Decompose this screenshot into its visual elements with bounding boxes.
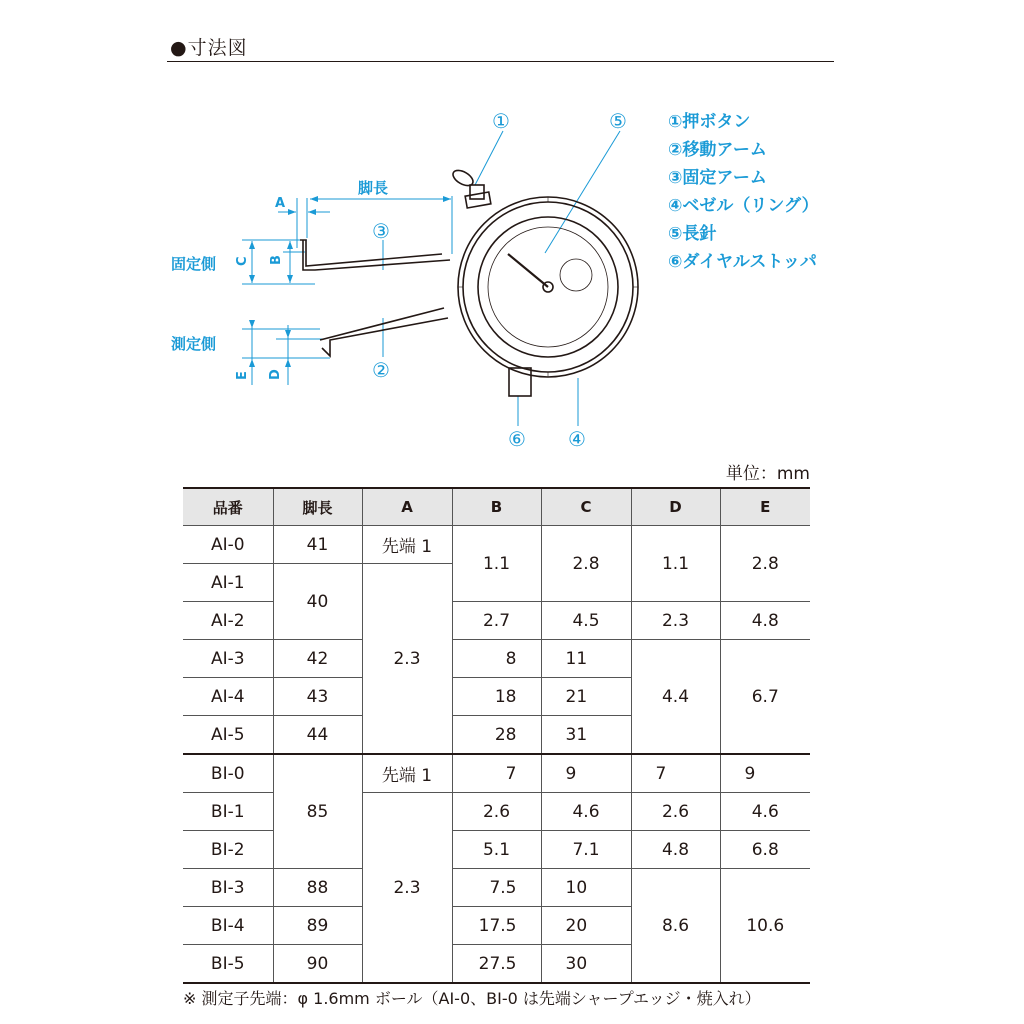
callout-2: ② <box>372 358 390 382</box>
model-cell: BI-1 <box>183 793 273 831</box>
d-cell: 7 <box>631 754 720 793</box>
b-cell: 5.1 <box>452 831 541 869</box>
a-cell: 先端 1 <box>362 526 452 564</box>
a-cell: 先端 1 <box>362 754 452 793</box>
c-cell: 10 <box>541 869 631 907</box>
model-cell: AI-0 <box>183 526 273 564</box>
model-cell: BI-0 <box>183 754 273 793</box>
footnote: ※ 測定子先端：φ 1.6mm ボール（AI-0、BI-0 は先端シャープエッジ・焼入れ） <box>183 989 761 1008</box>
dim-label-a: A <box>275 196 286 211</box>
e-cell: 6.7 <box>720 640 810 755</box>
d-cell: 1.1 <box>631 526 720 602</box>
header-c: C <box>541 488 631 526</box>
dim-label-d: D <box>268 369 283 380</box>
leader-1 <box>475 131 503 185</box>
table-header-row <box>183 488 810 526</box>
leg-cell: 44 <box>273 716 362 755</box>
callout-6: ⑥ <box>508 427 526 451</box>
b-cell: 2.7 <box>452 602 541 640</box>
c-cell: 31 <box>541 716 631 755</box>
table-row <box>183 869 810 907</box>
c-cell: 7.1 <box>541 831 631 869</box>
leg-cell: 41 <box>273 526 362 564</box>
model-cell: AI-2 <box>183 602 273 640</box>
model-cell: AI-3 <box>183 640 273 678</box>
callout-5: ⑤ <box>609 109 627 133</box>
e-cell: 10.6 <box>720 869 810 984</box>
b-cell: 28 <box>452 716 541 755</box>
d-cell: 4.8 <box>631 831 720 869</box>
model-cell: AI-1 <box>183 564 273 602</box>
dim-label-leg: 脚長 <box>358 179 389 197</box>
a-cell: 2.3 <box>362 793 452 984</box>
callout-3: ③ <box>372 219 390 243</box>
a-cell: 2.3 <box>362 564 452 755</box>
model-cell: BI-4 <box>183 907 273 945</box>
dim-label-b: B <box>269 255 284 265</box>
dim-label-e: E <box>235 371 250 380</box>
d-cell: 8.6 <box>631 869 720 984</box>
leg-cell: 43 <box>273 678 362 716</box>
dimension-arrowheads <box>249 196 451 367</box>
d-cell: 4.4 <box>631 640 720 755</box>
c-cell: 4.5 <box>541 602 631 640</box>
c-cell: 20 <box>541 907 631 945</box>
e-cell: 6.8 <box>720 831 810 869</box>
header-e: E <box>720 488 810 526</box>
model-cell: AI-5 <box>183 716 273 755</box>
b-cell: 7.5 <box>452 869 541 907</box>
button-stem <box>470 185 484 199</box>
leg-cell: 40 <box>273 564 362 640</box>
c-cell: 9 <box>541 754 631 793</box>
e-cell: 4.8 <box>720 602 810 640</box>
moving-arm-top <box>320 308 444 340</box>
b-cell: 18 <box>452 678 541 716</box>
parts-legend <box>668 108 819 276</box>
b-cell: 17.5 <box>452 907 541 945</box>
long-needle <box>508 254 548 287</box>
header-model: 品番 <box>183 488 273 526</box>
callout-4: ④ <box>568 427 586 451</box>
b-cell: 27.5 <box>452 945 541 984</box>
b-cell: 7 <box>452 754 541 793</box>
legend-item-moving-arm: ②移動アーム <box>668 140 767 160</box>
c-cell: 2.8 <box>541 526 631 602</box>
e-cell: 4.6 <box>720 793 810 831</box>
model-cell: BI-5 <box>183 945 273 984</box>
leg-cell: 90 <box>273 945 362 984</box>
sub-dial <box>560 259 592 291</box>
unit-label: 単位：mm <box>725 464 810 484</box>
c-cell: 11 <box>541 640 631 678</box>
d-cell: 2.6 <box>631 793 720 831</box>
leg-cell: 88 <box>273 869 362 907</box>
dim-label-c: C <box>235 256 250 266</box>
model-cell: BI-3 <box>183 869 273 907</box>
legend-item-dial-stopper: ⑥ダイヤルストッパ <box>668 252 817 272</box>
section-title: ●寸法図 <box>170 37 248 59</box>
c-cell: 30 <box>541 945 631 984</box>
header-a: A <box>362 488 452 526</box>
e-cell: 9 <box>720 754 810 793</box>
model-cell: AI-4 <box>183 678 273 716</box>
fixed-side-label: 固定側 <box>171 255 217 273</box>
model-cell: BI-2 <box>183 831 273 869</box>
measuring-side-label: 測定側 <box>171 335 217 353</box>
legend-item-bezel: ④ベゼル（リング） <box>668 196 819 216</box>
leg-cell: 42 <box>273 640 362 678</box>
callout-1: ① <box>492 109 510 133</box>
spec-table <box>183 487 810 984</box>
table-row <box>183 754 810 793</box>
c-cell: 4.6 <box>541 793 631 831</box>
c-cell: 21 <box>541 678 631 716</box>
table-row <box>183 526 810 564</box>
leg-cell: 89 <box>273 907 362 945</box>
header-b: B <box>452 488 541 526</box>
button-collar <box>465 192 491 208</box>
gauge-drawing <box>300 167 638 396</box>
dimension-diagram <box>0 0 1024 470</box>
table-row <box>183 640 810 678</box>
b-cell: 8 <box>452 640 541 678</box>
header-d: D <box>631 488 720 526</box>
leader-5 <box>545 131 620 253</box>
header-leg-length: 脚長 <box>273 488 362 526</box>
legend-item-fixed-arm: ③固定アーム <box>668 168 767 188</box>
d-cell: 2.3 <box>631 602 720 640</box>
e-cell: 2.8 <box>720 526 810 602</box>
leg-cell: 85 <box>273 754 362 869</box>
b-cell: 2.6 <box>452 793 541 831</box>
legend-item-push-button: ①押ボタン <box>668 112 751 132</box>
legend-item-long-needle: ⑤長針 <box>668 224 717 244</box>
b-cell: 1.1 <box>452 526 541 602</box>
